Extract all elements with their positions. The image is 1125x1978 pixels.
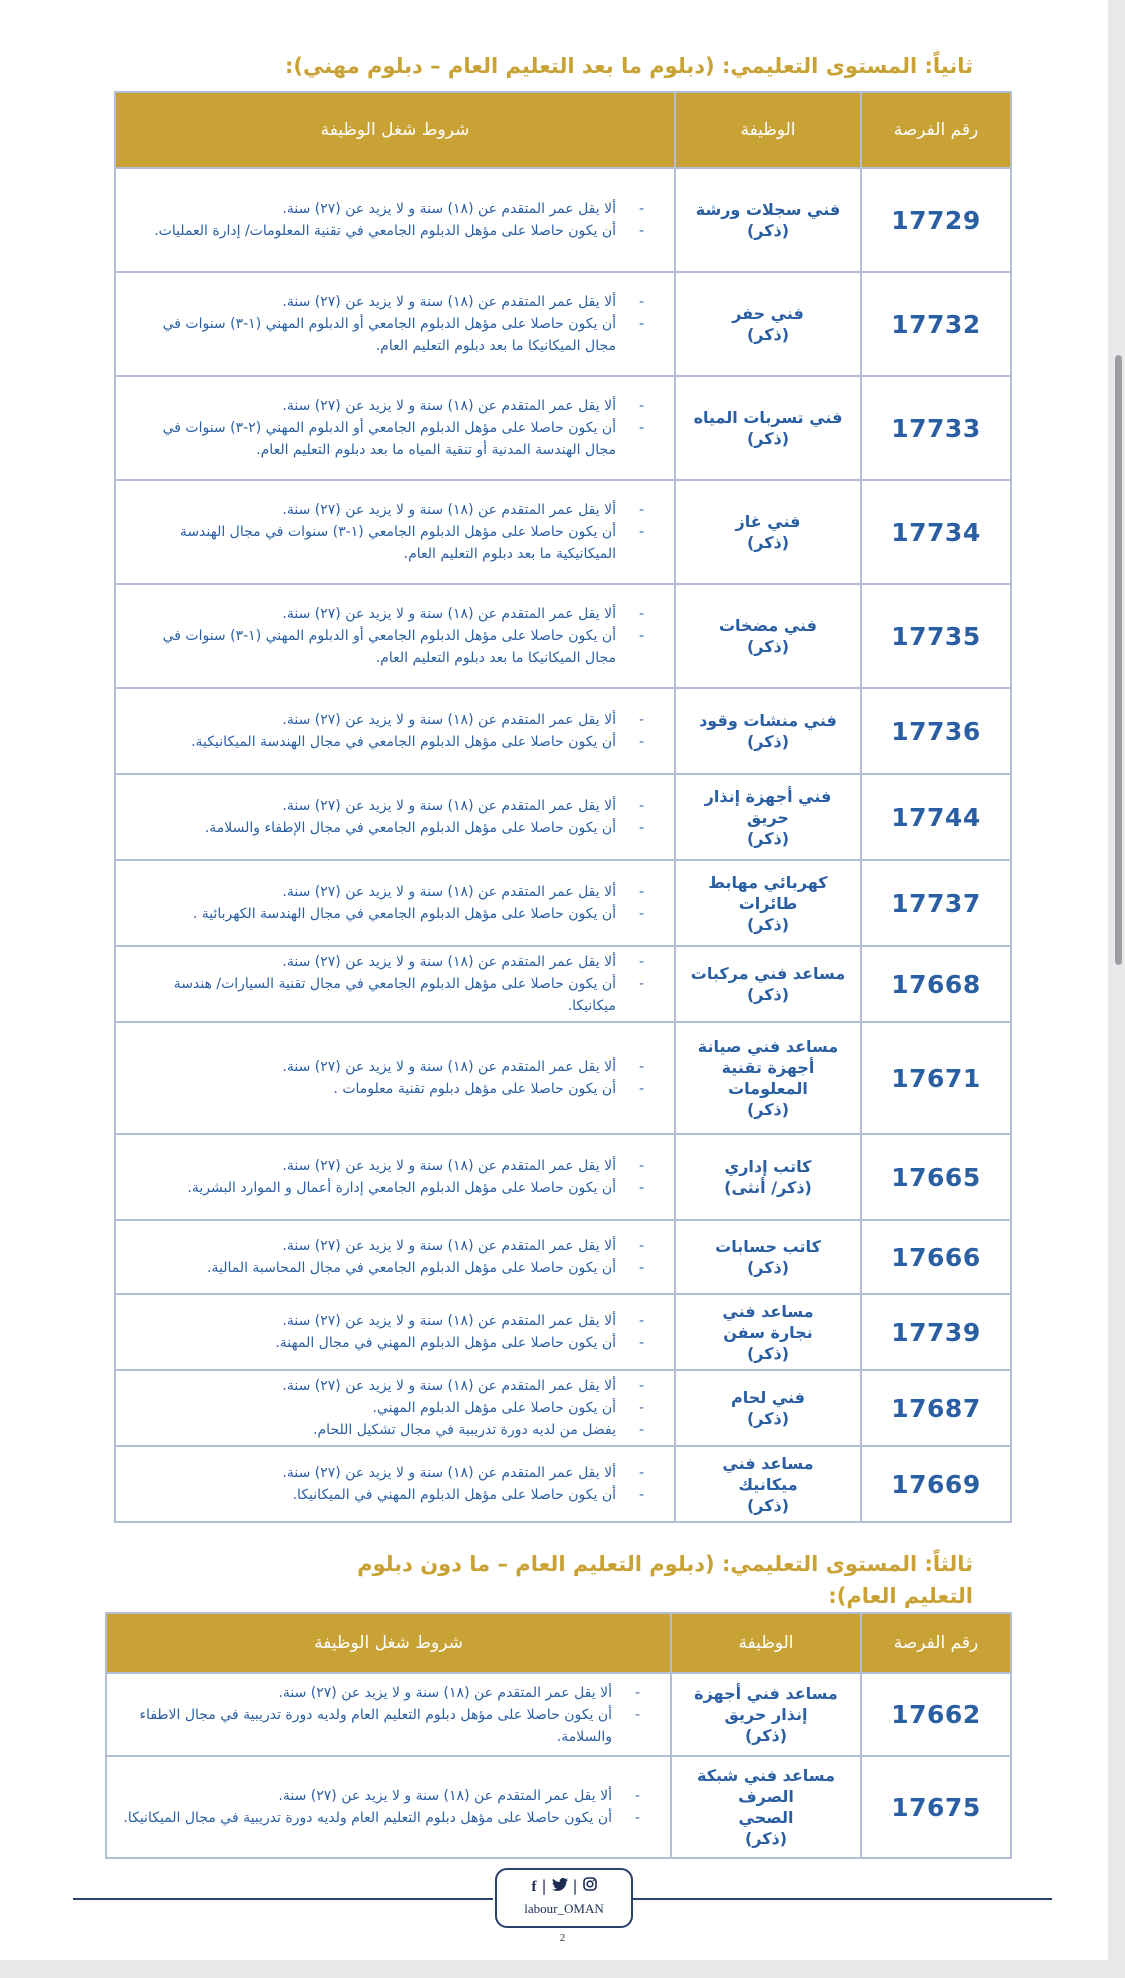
job-conditions [115, 860, 675, 946]
job-title-line: (ذكر) [746, 1258, 790, 1277]
job-conditions [115, 584, 675, 688]
conditions-list [132, 1235, 644, 1279]
job-title-line: (ذكر) [746, 325, 790, 344]
conditions-list [132, 1462, 644, 1506]
job-title-line: فني غاز [735, 512, 801, 531]
job-title-line: فني تسربات المياه [693, 408, 843, 427]
conditions-list [132, 198, 644, 242]
job-title-line: فني لحام [730, 1388, 806, 1407]
section-3-heading-line-2: التعليم العام): [828, 1584, 973, 1608]
condition-item: - ألا يقل عمر المتقدم عن (١٨) سنة و لا يزيد عن (٢٧) سنة. [132, 1375, 644, 1397]
opportunity-number: 17668 [861, 946, 1011, 1022]
job-title-line: (ذكر) [746, 533, 790, 552]
condition-item: - ألا يقل عمر المتقدم عن (١٨) سنة و لا يزيد عن (٢٧) سنة. [132, 1056, 644, 1078]
job-title-line: مساعد فني صيانة [697, 1037, 839, 1056]
job-title-line: (ذكر) [746, 1343, 790, 1363]
job-title-line: نجارة سفن [723, 1322, 813, 1342]
conditions-list [132, 881, 644, 925]
condition-item: - أن يكون حاصلا على مؤهل دبلوم التعليم العام ولديه دورة تدريبية في مجال الاطفاء والسلامة. [123, 1704, 640, 1748]
job-conditions [115, 688, 675, 774]
job-title-line: طائرات [738, 893, 798, 913]
table-row [115, 1370, 1011, 1446]
conditions-list [132, 291, 644, 357]
condition-item: - أن يكون حاصلا على مؤهل الدبلوم الجامعي أو الدبلوم المهني (١-٣) سنوات في مجال الميكانيكا ما بعد دبلوم التعليم العام. [132, 313, 644, 357]
separator: | [541, 1877, 547, 1895]
column-header-conditions: شروط شغل الوظيفة [115, 92, 675, 168]
job-title [675, 860, 861, 946]
job-title [671, 1756, 861, 1858]
table-row [106, 1756, 1011, 1858]
job-title [675, 272, 861, 376]
conditions-list [123, 1785, 640, 1829]
table-row [115, 1294, 1011, 1370]
condition-item: - ألا يقل عمر المتقدم عن (١٨) سنة و لا يزيد عن (٢٧) سنة. [132, 951, 644, 973]
condition-item: - ألا يقل عمر المتقدم عن (١٨) سنة و لا يزيد عن (٢٧) سنة. [123, 1785, 640, 1807]
column-header-number: رقم الفرصة [861, 1613, 1011, 1673]
condition-item: - ألا يقل عمر المتقدم عن (١٨) سنة و لا يزيد عن (٢٧) سنة. [132, 1310, 644, 1332]
job-conditions [115, 376, 675, 480]
condition-item: - ألا يقل عمر المتقدم عن (١٨) سنة و لا يزيد عن (٢٧) سنة. [132, 1155, 644, 1177]
condition-item: - ألا يقل عمر المتقدم عن (١٨) سنة و لا يزيد عن (٢٧) سنة. [132, 1235, 644, 1257]
condition-item: - ألا يقل عمر المتقدم عن (١٨) سنة و لا يزيد عن (٢٧) سنة. [132, 1462, 644, 1484]
job-title-line: إنذار حريق [724, 1705, 808, 1724]
job-title-line: الصحي [738, 1808, 794, 1827]
table-row [115, 168, 1011, 272]
condition-item: - أن يكون حاصلا على مؤهل الدبلوم الجامعي في مجال الهندسة الكهربائية . [132, 903, 644, 925]
conditions-list [132, 1310, 644, 1354]
table-row [115, 480, 1011, 584]
table-header-row [106, 1613, 1011, 1673]
condition-item: - أن يكون حاصلا على مؤهل الدبلوم الجامعي أو الدبلوم المهني (١-٣) سنوات في مجال الميكانيكا ما بعد دبلوم التعليم العام. [132, 625, 644, 669]
job-title [675, 1022, 861, 1134]
condition-item: - أن يكون حاصلا على مؤهل الدبلوم المهني في الميكانيكا. [132, 1484, 644, 1506]
job-title-line: (ذكر) [746, 1100, 790, 1119]
table-row [115, 1022, 1011, 1134]
table-header-row [115, 92, 1011, 168]
job-conditions [115, 168, 675, 272]
job-title [675, 1446, 861, 1522]
column-header-job: الوظيفة [671, 1613, 861, 1673]
section-3-heading [357, 1548, 973, 1612]
condition-item: - ألا يقل عمر المتقدم عن (١٨) سنة و لا يزيد عن (٢٧) سنة. [132, 291, 644, 313]
job-conditions [106, 1673, 671, 1756]
job-title-line: مساعد فني [722, 1453, 814, 1473]
table-row [115, 774, 1011, 860]
condition-item: - أن يكون حاصلا على مؤهل الدبلوم الجامعي في مجال الإطفاء والسلامة. [132, 817, 644, 839]
table-row [115, 946, 1011, 1022]
conditions-list [132, 395, 644, 461]
condition-item: - ألا يقل عمر المتقدم عن (١٨) سنة و لا يزيد عن (٢٧) سنة. [123, 1682, 640, 1704]
condition-item: - ألا يقل عمر المتقدم عن (١٨) سنة و لا يزيد عن (٢٧) سنة. [132, 603, 644, 625]
table-row [115, 272, 1011, 376]
facebook-icon[interactable]: f [531, 1879, 537, 1895]
opportunity-number: 17734 [861, 480, 1011, 584]
conditions-list [132, 1375, 644, 1441]
column-header-conditions: شروط شغل الوظيفة [106, 1613, 671, 1673]
condition-item: - أن يكون حاصلا على مؤهل الدبلوم الجامعي في مجال المحاسبة المالية. [132, 1257, 644, 1279]
table-row [115, 1220, 1011, 1294]
job-title-line: فني سجلات ورشة [695, 200, 841, 219]
opportunity-number: 17671 [861, 1022, 1011, 1134]
opportunity-number: 17737 [861, 860, 1011, 946]
section-2-heading: ثانياً: المستوى التعليمي: (دبلوم ما بعد التعليم العام – دبلوم مهني): [285, 54, 973, 78]
conditions-list [132, 709, 644, 753]
table-row [106, 1673, 1011, 1756]
job-title [675, 168, 861, 272]
opportunity-number: 17662 [861, 1673, 1011, 1756]
job-conditions [115, 1294, 675, 1370]
job-title-line: (ذكر) [746, 429, 790, 448]
opportunity-number: 17744 [861, 774, 1011, 860]
condition-item: - أن يكون حاصلا على مؤهل الدبلوم الجامعي إدارة أعمال و الموارد البشرية. [132, 1177, 644, 1199]
job-title-line: مساعد فني شبكة [697, 1766, 835, 1785]
condition-item: - أن يكون حاصلا على مؤهل دبلوم تقنية معلومات . [132, 1078, 644, 1100]
job-title-line: كهربائي مهابط [708, 872, 828, 892]
condition-item: - ألا يقل عمر المتقدم عن (١٨) سنة و لا يزيد عن (٢٧) سنة. [132, 395, 644, 417]
job-title-line: (ذكر) [744, 1829, 788, 1848]
job-title-line: فني مضخات [718, 616, 818, 635]
opportunity-number: 17735 [861, 584, 1011, 688]
condition-item: - يفضل من لديه دورة تدريبية في مجال تشكيل اللحام. [132, 1419, 644, 1441]
condition-item: - ألا يقل عمر المتقدم عن (١٨) سنة و لا يزيد عن (٢٧) سنة. [132, 499, 644, 521]
job-title [675, 584, 861, 688]
job-title-line: ميكانيك [738, 1474, 798, 1494]
job-title-line: كاتب إداري [724, 1157, 812, 1176]
table-row [115, 1446, 1011, 1522]
condition-item: - أن يكون حاصلا على مؤهل الدبلوم المهني في مجال المهنة. [132, 1332, 644, 1354]
separator: | [572, 1877, 578, 1895]
column-header-number: رقم الفرصة [861, 92, 1011, 168]
job-title [675, 774, 861, 860]
opportunity-number: 17666 [861, 1220, 1011, 1294]
job-title-line: (ذكر/ أنثى) [724, 1178, 812, 1197]
column-header-job: الوظيفة [675, 92, 861, 168]
job-title-line: المعلومات [728, 1079, 808, 1098]
table-row [115, 1134, 1011, 1220]
job-title-line: مساعد فني [722, 1301, 814, 1321]
condition-item: - ألا يقل عمر المتقدم عن (١٨) سنة و لا يزيد عن (٢٧) سنة. [132, 881, 644, 903]
opportunity-number: 17733 [861, 376, 1011, 480]
page-number: 2 [559, 1932, 566, 1944]
condition-item: - ألا يقل عمر المتقدم عن (١٨) سنة و لا يزيد عن (٢٧) سنة. [132, 198, 644, 220]
conditions-list [132, 499, 644, 565]
job-conditions [115, 774, 675, 860]
job-title-line: (ذكر) [746, 637, 790, 656]
job-title-line: (ذكر) [746, 221, 790, 240]
job-conditions [115, 1220, 675, 1294]
jobs-table-section-3 [105, 1612, 1012, 1859]
job-title-line: الصرف [738, 1787, 794, 1806]
opportunity-number: 17729 [861, 168, 1011, 272]
opportunity-number: 17732 [861, 272, 1011, 376]
opportunity-number: 17736 [861, 688, 1011, 774]
job-conditions [115, 1446, 675, 1522]
conditions-list [132, 1056, 644, 1100]
job-title [675, 376, 861, 480]
job-title-line: مساعد فني مركبات [690, 964, 846, 983]
conditions-list [123, 1682, 640, 1748]
job-title [675, 946, 861, 1022]
job-title [675, 480, 861, 584]
condition-item: - أن يكون حاصلا على مؤهل الدبلوم الجامعي في تقنية المعلومات/ إدارة العمليات. [132, 220, 644, 242]
job-title-line: حريق [747, 807, 789, 827]
section-3-heading-line-1: ثالثاً: المستوى التعليمي: (دبلوم التعليم العام – ما دون دبلوم [357, 1552, 973, 1576]
opportunity-number: 17675 [861, 1756, 1011, 1858]
condition-item: - أن يكون حاصلا على مؤهل الدبلوم الجامعي في مجال تقنية السيارات/ هندسة ميكانيكا. [132, 973, 644, 1017]
job-title [675, 1220, 861, 1294]
conditions-list [132, 795, 644, 839]
conditions-list [132, 1155, 644, 1199]
job-title-line: كاتب حسابات [715, 1237, 821, 1256]
job-conditions [115, 272, 675, 376]
job-conditions [115, 1022, 675, 1134]
job-title-line: فني حفر [732, 304, 804, 323]
social-handle: labour_OMAN [524, 1901, 604, 1916]
job-title-line: (ذكر) [746, 985, 790, 1004]
condition-item: - أن يكون حاصلا على مؤهل الدبلوم الجامعي (١-٣) سنوات في مجال الهندسة الميكانيكية ما بعد دبلوم التعليم العام. [132, 521, 644, 565]
job-conditions [115, 1134, 675, 1220]
job-title-line: (ذكر) [744, 1726, 788, 1745]
job-title-line: (ذكر) [746, 1495, 790, 1515]
conditions-list [132, 603, 644, 669]
condition-item: - ألا يقل عمر المتقدم عن (١٨) سنة و لا يزيد عن (٢٧) سنة. [132, 795, 644, 817]
scrollbar[interactable] [1115, 355, 1122, 965]
table-row [115, 688, 1011, 774]
social-media-badge [495, 1868, 633, 1928]
condition-item: - أن يكون حاصلا على مؤهل الدبلوم الجامعي في مجال الهندسة الميكانيكية. [132, 731, 644, 753]
job-title-line: مساعد فني أجهزة [694, 1684, 838, 1703]
condition-item: - ألا يقل عمر المتقدم عن (١٨) سنة و لا يزيد عن (٢٧) سنة. [132, 709, 644, 731]
footer-divider-left [73, 1898, 493, 1900]
job-title-line: فني منشات وقود [699, 711, 837, 730]
table-row [115, 584, 1011, 688]
opportunity-number: 17665 [861, 1134, 1011, 1220]
condition-item: - أن يكون حاصلا على مؤهل دبلوم التعليم العام ولديه دورة تدريبية في مجال الميكانيكا. [123, 1807, 640, 1829]
job-conditions [115, 1370, 675, 1446]
job-conditions [106, 1756, 671, 1858]
job-title-line: (ذكر) [746, 828, 790, 848]
job-conditions [115, 480, 675, 584]
table-row [115, 860, 1011, 946]
condition-item: - أن يكون حاصلا على مؤهل الدبلوم الجامعي أو الدبلوم المهني (٢-٣) سنوات في مجال الهندسة المدنية أو تنقية المياه ما بعد دبلوم التعليم العام. [132, 417, 644, 461]
job-conditions [115, 946, 675, 1022]
job-title-line: أجهزة تقنية [721, 1058, 815, 1077]
instagram-icon[interactable] [578, 1876, 602, 1896]
conditions-list [132, 951, 644, 1017]
job-title-line: فني أجهزة إنذار [704, 786, 832, 806]
footer-divider-right [632, 1898, 1052, 1900]
job-title-line: (ذكر) [746, 914, 790, 934]
table-row [115, 376, 1011, 480]
job-title [675, 688, 861, 774]
job-title [675, 1134, 861, 1220]
job-title [671, 1673, 861, 1756]
opportunity-number: 17669 [861, 1446, 1011, 1522]
opportunity-number: 17739 [861, 1294, 1011, 1370]
opportunity-number: 17687 [861, 1370, 1011, 1446]
twitter-icon[interactable] [547, 1876, 573, 1896]
condition-item: - أن يكون حاصلا على مؤهل الدبلوم المهني. [132, 1397, 644, 1419]
job-title-line: (ذكر) [746, 732, 790, 751]
job-title-line: (ذكر) [746, 1409, 790, 1428]
jobs-table-section-2 [114, 91, 1012, 1523]
job-title [675, 1294, 861, 1370]
job-title [675, 1370, 861, 1446]
